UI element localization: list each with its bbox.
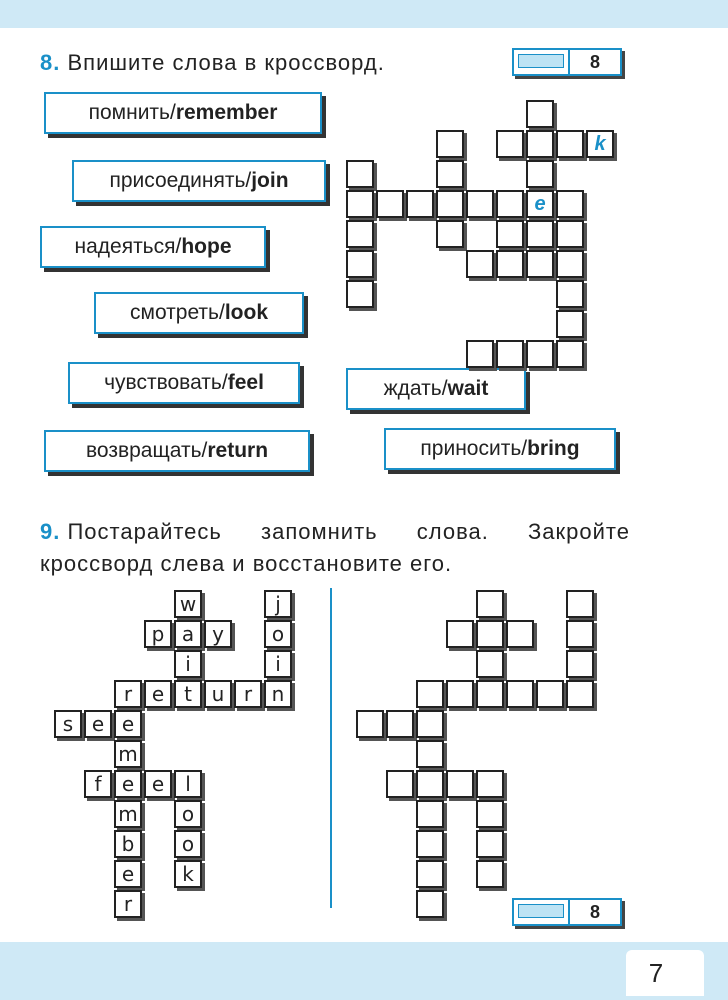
card-ru: приносить/ — [420, 437, 528, 460]
crossword-letter: e — [151, 682, 165, 706]
crossword-letter: m — [118, 802, 138, 826]
crossword-cell — [506, 620, 534, 648]
crossword-cell — [446, 620, 474, 648]
crossword-letter: l — [185, 772, 191, 796]
crossword-cell — [476, 800, 504, 828]
bottom-band — [0, 942, 728, 1000]
crossword-letter: o — [271, 622, 285, 646]
card-en: wait — [447, 377, 489, 400]
crossword-cell — [416, 860, 444, 888]
card-en: join — [251, 169, 289, 192]
card-en: hope — [181, 235, 232, 258]
crossword-cell — [536, 680, 564, 708]
crossword-letter: n — [271, 682, 285, 706]
card-ru: смотреть/ — [130, 301, 225, 324]
crossword-cell — [446, 680, 474, 708]
crossword-letter: m — [118, 742, 138, 766]
crossword-letter: b — [121, 832, 135, 856]
hint-letter-k: k — [594, 133, 606, 155]
crossword-cell — [386, 770, 414, 798]
crossword-letter: o — [181, 802, 195, 826]
card-ru: возвращать/ — [85, 439, 208, 462]
task-9-word: Закройте — [528, 519, 630, 544]
crossword-letter: p — [151, 622, 165, 646]
crossword-cell — [506, 680, 534, 708]
task-8-instruction: Впишите слова в кроссворд. — [67, 50, 385, 75]
crossword-cell — [356, 710, 384, 738]
crossword-letter: e — [91, 712, 105, 736]
crossword-letter: s — [62, 712, 74, 736]
crossword-letter: e — [121, 712, 135, 736]
crossword-letter: i — [275, 652, 281, 676]
crossword-cell — [476, 770, 504, 798]
crossword-letter: r — [123, 892, 133, 916]
crossword-cell — [476, 830, 504, 858]
card-ru: надеяться/ — [74, 235, 182, 258]
crossword-letter: r — [123, 682, 133, 706]
task-9-word: Постарайтесь — [67, 519, 222, 544]
crossword-letter: k — [182, 862, 194, 886]
crossword-cell — [566, 620, 594, 648]
crossword-cell — [566, 650, 594, 678]
task-8-number: 8. — [40, 50, 61, 75]
task-9-line-2: кроссворд слева и восстановите его. — [40, 551, 453, 576]
crossword-letter: f — [94, 772, 102, 796]
crossword-cell — [416, 710, 444, 738]
card-ru: присоединять/ — [109, 169, 252, 192]
crossword-cell — [416, 890, 444, 918]
crossword-cell — [476, 620, 504, 648]
crossword-cell — [416, 680, 444, 708]
score-value: 8 — [568, 50, 620, 74]
crossword-cell — [416, 740, 444, 768]
crossword-letter: e — [121, 772, 135, 796]
crossword-letter: e — [151, 772, 165, 796]
crossword-cell — [416, 830, 444, 858]
card-en: feel — [227, 371, 264, 394]
card-en: remember — [175, 101, 278, 124]
task-9-number: 9. — [40, 519, 61, 544]
crossword-cell — [476, 680, 504, 708]
crossword-cell — [566, 680, 594, 708]
crossword-letter: u — [211, 682, 225, 706]
crossword-letter: i — [185, 652, 191, 676]
score-bar — [518, 904, 564, 918]
page-number-tab — [626, 950, 704, 996]
score-box-9 — [512, 898, 622, 926]
score-value: 8 — [568, 900, 620, 924]
crossword-cell — [476, 650, 504, 678]
task-9-word: слова. — [416, 519, 489, 544]
page-number: 7 — [648, 958, 664, 988]
crossword-letter: y — [212, 622, 224, 646]
crossword-cell — [446, 770, 474, 798]
crossword-cell — [566, 590, 594, 618]
card-en: bring — [527, 437, 580, 460]
crossword-letter: a — [181, 622, 195, 646]
card-en: look — [224, 301, 268, 324]
card-ru: помнить/ — [88, 101, 176, 124]
task-9-word: запомнить — [261, 519, 378, 544]
crossword-cell — [476, 860, 504, 888]
crossword-cell — [416, 800, 444, 828]
hint-letter-e: e — [534, 193, 546, 215]
crossword-letter: j — [275, 592, 281, 616]
crossword-letter: t — [184, 682, 192, 706]
crossword-letter: w — [179, 592, 197, 616]
crossword-letter: r — [243, 682, 253, 706]
crossword-cell — [386, 710, 414, 738]
crossword-cell — [416, 770, 444, 798]
crossword-letter: o — [181, 832, 195, 856]
card-ru: ждать/ — [383, 377, 448, 400]
card-ru: чувствовать/ — [104, 371, 228, 394]
crossword-cell — [476, 590, 504, 618]
card-en: return — [207, 439, 269, 462]
crossword-letter: e — [121, 862, 135, 886]
